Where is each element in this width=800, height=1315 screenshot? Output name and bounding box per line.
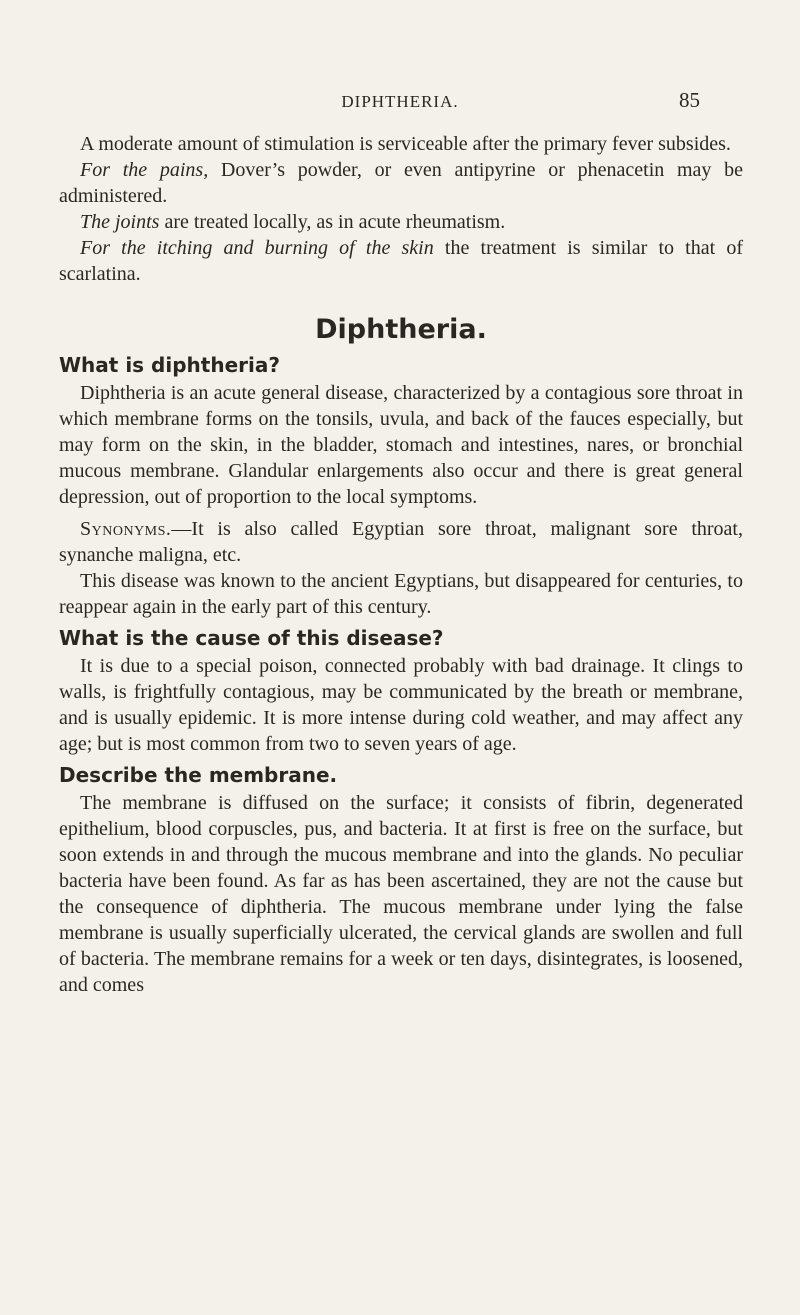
answer-1-paragraph-1: Diphtheria is an acute general disease, characterized by a contagious sore throat in which membrane forms on the tonsils, uvula, and back of the fauces especially, but may form on the skin, in the bladder, stomach and intestines, nares, or bronchial mucous membrane. Glandular enlargements also occur and there is great general depression, out of proportion to the local symptoms. bbox=[59, 382, 743, 508]
question-heading-1: What is diphtheria? bbox=[59, 353, 280, 377]
pains-lead: For the pains, bbox=[80, 159, 209, 181]
section-title: Diphtheria. bbox=[315, 314, 487, 345]
intro-paragraph-1: A moderate amount of stimulation is serviceable after the primary fever subsides. bbox=[80, 133, 731, 155]
intro-paragraph-3 bbox=[59, 209, 743, 235]
skin-lead: For the itching and burning of the skin bbox=[80, 237, 434, 259]
answer-1-paragraph-3: This disease was known to the ancient Egyptians, but disappeared for centuries, to reappear again in the early part of this century. bbox=[59, 570, 743, 618]
intro-paragraph-4 bbox=[59, 235, 743, 287]
answer-2-paragraph: It is due to a special poison, connected probably with bad drainage. It clings to walls, is frightfully contagious, may be communicated by the breath or membrane, and is usually epidemic. It is more intense during cold weather, and may affect any age; but is most common from two to seven years of age. bbox=[59, 655, 743, 755]
skin-text: the treatment is similar to that of scarlatina. bbox=[59, 237, 744, 285]
page-body bbox=[59, 131, 743, 998]
intro-paragraph-2 bbox=[59, 157, 743, 209]
synonyms-label: Synonyms. bbox=[80, 518, 172, 540]
question-heading-3: Describe the membrane. bbox=[59, 763, 338, 787]
answer-3-paragraph: The membrane is diffused on the surface; it consists of fibrin, degenerated epithelium, blood corpuscles, pus, and bacteria. It at first is free on the surface, but soon extends in and through the mucous membrane and into the glands. No peculiar bacteria have been found. As far as has been ascertained, they are not the cause but the consequence of diphtheria. The mucous membrane under lying the false membrane is usually superficially ulcerated, the cervical glands are swollen and full of bacteria. The membrane remains for a week or ten days, disintegrates, is loosened, and comes bbox=[59, 792, 743, 996]
question-heading-2: What is the cause of this disease? bbox=[59, 626, 444, 650]
running-title: DIPHTHERIA. bbox=[341, 92, 459, 111]
synonyms-text: —It is also called Egyptian sore throat, malignant sore throat, synanche maligna, etc. bbox=[59, 518, 743, 566]
page-number: 85 bbox=[679, 88, 700, 112]
synonyms-paragraph bbox=[59, 516, 743, 568]
joints-text: are treated locally, as in acute rheumatism. bbox=[159, 211, 506, 233]
running-head bbox=[0, 88, 800, 118]
pains-text: Dover’s powder, or even antipyrine or phenacetin may be administered. bbox=[59, 159, 743, 207]
joints-lead: The joints bbox=[80, 211, 160, 233]
